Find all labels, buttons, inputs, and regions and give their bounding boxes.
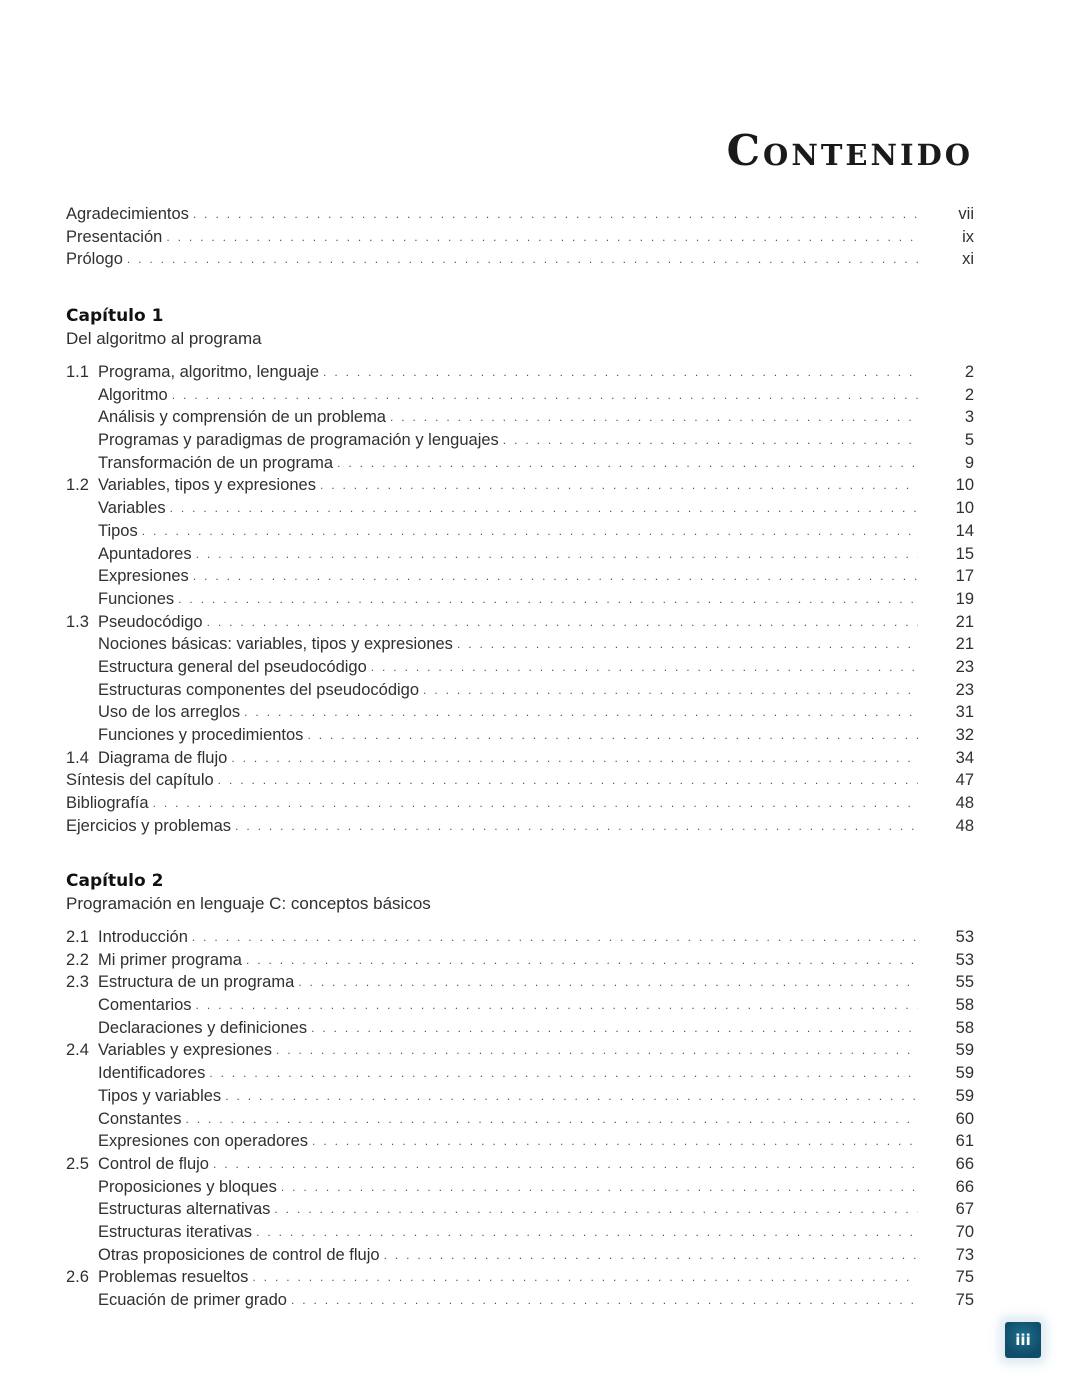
- toc-entry-page: 21: [955, 635, 974, 654]
- toc-entry-page: 75: [955, 1291, 974, 1309]
- toc-entry-label: Mi primer programa: [98, 950, 242, 969]
- toc-entry-page: 58: [955, 1018, 974, 1037]
- toc-entry-label: Constantes: [98, 1109, 182, 1128]
- page-title: Contenido: [726, 126, 973, 175]
- dot-leader: [298, 971, 918, 994]
- toc-entry-page: 19: [955, 589, 974, 608]
- toc-entry-page: 75: [955, 1268, 974, 1287]
- toc-entry[interactable]: [66, 1039, 974, 1062]
- toc-entry-page: 21: [955, 612, 974, 631]
- toc-entry-page: 66: [955, 1154, 974, 1173]
- dot-leader: [218, 769, 918, 792]
- toc-entry-page: 31: [955, 703, 974, 722]
- dot-leader: [276, 1039, 918, 1062]
- toc-entry[interactable]: [66, 203, 974, 226]
- toc-entry-page: ix: [962, 227, 974, 246]
- toc-entry-number: 1.3: [66, 612, 89, 631]
- toc-entry-label: Ejercicios y problemas: [66, 816, 232, 835]
- dot-leader: [192, 926, 918, 949]
- toc-entry[interactable]: [66, 926, 974, 949]
- toc-entry[interactable]: [66, 949, 974, 972]
- toc-entry-label: Programas y paradigmas de programación y lenguajes: [98, 431, 499, 450]
- toc-entry-page: xi: [962, 250, 974, 269]
- dot-leader: [384, 1244, 918, 1267]
- dot-leader: [213, 1153, 918, 1176]
- toc-entry-label: Estructuras iterativas: [98, 1222, 253, 1241]
- dot-leader: [196, 994, 918, 1017]
- toc-entry-page: 23: [955, 680, 974, 699]
- toc-entry[interactable]: [66, 543, 974, 566]
- dot-leader: [256, 1221, 918, 1244]
- dot-leader: [235, 815, 918, 838]
- toc-entry[interactable]: [66, 656, 974, 679]
- toc-entry[interactable]: [66, 815, 974, 838]
- toc-entry-page: 70: [955, 1222, 974, 1241]
- toc-entry[interactable]: [66, 1221, 974, 1244]
- toc-entry[interactable]: [66, 497, 974, 520]
- toc-entry-page: 55: [955, 973, 974, 992]
- dot-leader: [274, 1198, 918, 1221]
- toc-entry[interactable]: [66, 611, 974, 634]
- toc-entry[interactable]: [66, 406, 974, 429]
- toc-entry[interactable]: [66, 971, 974, 994]
- toc-entry-page: 23: [955, 657, 974, 676]
- dot-leader: [170, 497, 918, 520]
- toc-entry-label: Transformación de un programa: [98, 453, 334, 472]
- dot-leader: [231, 747, 918, 770]
- dot-leader: [193, 203, 918, 226]
- toc-entry-label: Agradecimientos: [66, 205, 189, 223]
- toc-entry-number: 1.4: [66, 748, 89, 767]
- toc-entry-label: Proposiciones y bloques: [98, 1177, 277, 1196]
- toc-entry-page: 15: [955, 544, 974, 563]
- dot-leader: [178, 588, 918, 611]
- toc-entry[interactable]: [66, 701, 974, 724]
- dot-leader: [252, 1266, 918, 1289]
- toc-entry[interactable]: [66, 1130, 974, 1153]
- toc-entry[interactable]: [66, 1017, 974, 1040]
- toc-entry-label: Tipos y variables: [98, 1086, 222, 1105]
- toc-entry[interactable]: [66, 361, 974, 384]
- toc-entry-page: 32: [955, 726, 974, 744]
- toc-entry[interactable]: [66, 565, 974, 588]
- toc-entry-page: 2: [964, 385, 974, 404]
- toc-entry-page: 53: [955, 928, 974, 946]
- toc-entry-label: Problemas resueltos: [98, 1268, 249, 1287]
- toc-entry-label: Programa, algoritmo, lenguaje: [98, 363, 320, 381]
- toc-entry-label: Estructura de un programa: [98, 973, 295, 992]
- toc-entry-page: 67: [955, 1200, 974, 1219]
- toc-entry[interactable]: [66, 384, 974, 407]
- toc-entry[interactable]: [66, 747, 974, 770]
- toc-entry-label: Tipos: [98, 521, 138, 540]
- dot-leader: [244, 701, 918, 724]
- toc-entry-label: Identificadores: [98, 1064, 206, 1083]
- toc-entry-number: 1.2: [66, 476, 89, 495]
- chapter-1-section: [66, 305, 974, 837]
- front-matter-list: [66, 203, 974, 271]
- dot-leader: [423, 679, 918, 702]
- toc-entry-label: Estructura general del pseudocódigo: [98, 657, 367, 676]
- dot-leader: [457, 633, 918, 656]
- chapter-heading: Capítulo 1: [66, 306, 164, 326]
- toc-entry-page: 2: [964, 363, 974, 381]
- dot-leader: [196, 543, 918, 566]
- toc-entry-label: Algoritmo: [98, 385, 168, 404]
- page-number-badge: iii: [1005, 1322, 1041, 1358]
- toc-entry-number: 2.6: [66, 1268, 89, 1287]
- toc-entry-page: 48: [955, 794, 974, 813]
- toc-entry-label: Ecuación de primer grado: [98, 1291, 287, 1309]
- toc-entry-label: Apuntadores: [98, 544, 192, 563]
- toc-entry-label: Otras proposiciones de control de flujo: [98, 1245, 380, 1264]
- dot-leader: [311, 1017, 918, 1040]
- toc-entry[interactable]: [66, 1176, 974, 1199]
- toc-entry-number: 2.1: [66, 928, 89, 946]
- dot-leader: [209, 1062, 918, 1085]
- chapter-subtitle: Programación en lenguaje C: conceptos básicos: [66, 894, 431, 913]
- toc-entry[interactable]: [66, 1198, 974, 1221]
- toc-entry[interactable]: [66, 769, 974, 792]
- dot-leader: [127, 248, 918, 271]
- toc-entry-label: Funciones y procedimientos: [98, 726, 304, 744]
- toc-entry-label: Análisis y comprensión de un problema: [98, 408, 386, 427]
- toc-entry-page: 9: [964, 453, 974, 472]
- toc-entry[interactable]: [66, 1244, 974, 1267]
- toc-entry-page: 14: [955, 521, 974, 540]
- chapter-subtitle: Del algoritmo al programa: [66, 329, 262, 348]
- toc-entry-number: 2.5: [66, 1154, 89, 1173]
- toc-entry-page: 3: [964, 408, 974, 427]
- toc-entry-label: Declaraciones y definiciones: [98, 1018, 308, 1037]
- dot-leader: [281, 1176, 918, 1199]
- toc-entry[interactable]: [66, 520, 974, 543]
- toc-entry-page: 17: [955, 567, 974, 586]
- toc-entry-number: 2.4: [66, 1041, 89, 1060]
- toc-entry-page: vii: [958, 205, 974, 223]
- dot-leader: [323, 361, 918, 384]
- toc-entry[interactable]: [66, 248, 974, 271]
- toc-entry-label: Expresiones con operadores: [98, 1132, 309, 1151]
- dot-leader: [291, 1289, 918, 1312]
- toc-entry-label: Bibliografía: [66, 794, 149, 813]
- toc-entry[interactable]: [66, 792, 974, 815]
- toc-entry-label: Prólogo: [66, 250, 123, 269]
- toc-entry-page: 59: [955, 1086, 974, 1105]
- dot-leader: [307, 724, 918, 747]
- toc-entry-page: 34: [955, 748, 974, 767]
- toc-entry[interactable]: [66, 994, 974, 1017]
- toc-entry-page: 47: [955, 771, 974, 790]
- toc-entry-label: Variables: [98, 499, 166, 518]
- toc-entry[interactable]: [66, 1062, 974, 1085]
- toc-entry[interactable]: [66, 429, 974, 452]
- toc-entry-page: 53: [955, 950, 974, 969]
- toc-entry-label: Uso de los arreglos: [98, 703, 241, 722]
- toc-entry-label: Síntesis del capítulo: [66, 771, 214, 790]
- toc-entry-page: 59: [955, 1064, 974, 1083]
- toc-entry-page: 73: [955, 1245, 974, 1264]
- toc-entry-label: Variables y expresiones: [98, 1041, 272, 1060]
- toc-entry-page: 48: [955, 816, 974, 835]
- toc-entry-label: Estructuras componentes del pseudocódigo: [98, 680, 420, 699]
- toc-entry[interactable]: [66, 724, 974, 747]
- dot-leader: [312, 1130, 918, 1153]
- dot-leader: [193, 565, 918, 588]
- toc-entry-label: Diagrama de flujo: [98, 748, 228, 767]
- toc-entry-label: Funciones: [98, 589, 175, 608]
- toc-entry[interactable]: [66, 1289, 974, 1312]
- dot-leader: [172, 384, 918, 407]
- toc-entry-label: Presentación: [66, 227, 163, 246]
- toc-entry[interactable]: [66, 633, 974, 656]
- chapter-2-section: [66, 870, 974, 1312]
- toc-entry-number: 2.3: [66, 973, 89, 992]
- toc-entry[interactable]: [66, 474, 974, 497]
- dot-leader: [153, 792, 918, 815]
- dot-leader: [166, 226, 918, 249]
- dot-leader: [390, 406, 918, 429]
- toc-entry-number: 2.2: [66, 950, 89, 969]
- dot-leader: [142, 520, 918, 543]
- toc-entry-label: Control de flujo: [98, 1154, 209, 1173]
- toc-entry-label: Introducción: [98, 928, 188, 946]
- toc-entry-page: 60: [955, 1109, 974, 1128]
- toc-entry[interactable]: [66, 452, 974, 475]
- dot-leader: [320, 474, 918, 497]
- chapter-heading: Capítulo 2: [66, 871, 164, 891]
- toc-entry-label: Estructuras alternativas: [98, 1200, 271, 1219]
- toc-entry-label: Expresiones: [98, 567, 189, 586]
- toc-entry[interactable]: [66, 679, 974, 702]
- toc-entry[interactable]: [66, 1266, 974, 1289]
- dot-leader: [225, 1085, 918, 1108]
- toc-entry-page: 10: [955, 476, 974, 495]
- toc-entry[interactable]: [66, 1153, 974, 1176]
- toc-entry-page: 10: [955, 499, 974, 518]
- toc-entry-label: Pseudocódigo: [98, 612, 203, 631]
- toc-entry[interactable]: [66, 1108, 974, 1131]
- dot-leader: [246, 949, 918, 972]
- toc-entry[interactable]: [66, 1085, 974, 1108]
- toc-entry-number: 1.1: [66, 363, 89, 381]
- toc-entry-page: 61: [955, 1132, 974, 1151]
- toc-entry[interactable]: [66, 588, 974, 611]
- toc-entry-label: Comentarios: [98, 996, 192, 1015]
- toc-entry-page: 59: [955, 1041, 974, 1060]
- toc-entry-label: Nociones básicas: variables, tipos y expresiones: [98, 635, 453, 654]
- toc-entry-page: 66: [955, 1177, 974, 1196]
- toc-entry-page: 58: [955, 996, 974, 1015]
- toc-entry[interactable]: [66, 226, 974, 249]
- dot-leader: [337, 452, 918, 475]
- dot-leader: [371, 656, 918, 679]
- dot-leader: [207, 611, 918, 634]
- dot-leader: [503, 429, 918, 452]
- dot-leader: [185, 1108, 918, 1131]
- toc-entry-page: 5: [964, 431, 974, 450]
- toc-entry-label: Variables, tipos y expresiones: [98, 476, 316, 495]
